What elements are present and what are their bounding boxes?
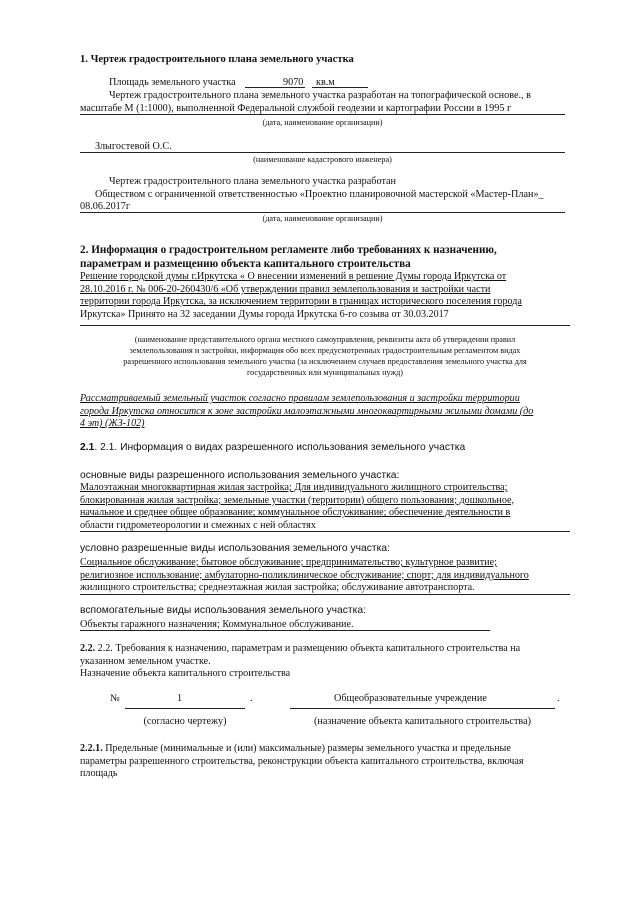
object-purpose-dot: . (557, 693, 560, 704)
caption-regulation-line-3: разрешенного использования земельного участка (за исключением случаев предоставления земельного участка для (123, 357, 527, 366)
area-label: Площадь земельного участка (109, 77, 236, 88)
section-2-2-title-text: 2.2. Требования к назначению, параметрам и размещению объекта капитального строительства на (97, 643, 521, 654)
caption-object-purpose: (назначение объекта капитального строительства) (314, 716, 531, 727)
main-uses-label: основные виды разрешенного использования земельного участка: (80, 470, 400, 481)
decision-line-3: территории города Иркутска, за исключением территории в границах исторического поселения города (80, 296, 522, 308)
decision-line-4: Иркутска» Принято на 32 заседании Думы города Иркутска 6-го созыва от 30.03.2017 (80, 308, 449, 320)
area-unit-underline (312, 87, 368, 88)
caption-regulation-line-4: государственных или муниципальных нужд) (246, 368, 404, 377)
engineer-underline (80, 152, 565, 153)
zone-line-2: города Иркутска относится к зоне застройки малоэтажными многоквартирными жилыми домами (до (80, 405, 534, 417)
caption-organization-2: (дата, наименование организации) (262, 214, 383, 223)
section-2-2-1-line-1 (80, 743, 570, 756)
developer-text-line-1: Чертеж градостроительного плана земельного участка разработан (109, 176, 396, 187)
section-2-2-1-line-1-text: 2.2.1. Предельные (минимальные и (или) максимальные) размеры земельного участка и предельные (80, 743, 511, 754)
caption-regulation (80, 334, 570, 378)
main-uses-block (80, 482, 570, 532)
zone-line-3: 4 эт) (ЖЗ-102) (80, 418, 145, 430)
main-uses-line-2: блокированная жилая застройка; земельные участки (территории) общего пользования; дошкольное, (80, 494, 515, 506)
caption-per-drawing: (согласно чертежу) (143, 716, 227, 727)
zone-block (80, 393, 570, 431)
developer-text-line-2: Обществом с ограниченной ответственностью «Проектно планировочной мастерской «Мастер-План»_ (95, 189, 544, 200)
section-2-title-line-2: параметрам и размещению объекта капитального строительства (80, 258, 411, 270)
auxiliary-uses-label: вспомогательные виды использования земельного участка: (80, 605, 366, 616)
section-1-title: 1. Чертеж градостроительного плана земельного участка (80, 54, 354, 65)
object-purpose: Общеобразовательные учреждение (334, 693, 487, 704)
number-sign: № (110, 693, 120, 704)
decision-line-1: Решение городской думы г.Иркутска « О внесении изменений в решение Думы города Иркутска от (80, 271, 507, 282)
area-value: 9070 (283, 77, 304, 88)
conditional-uses-underline (80, 594, 570, 595)
auxiliary-uses-underline (80, 630, 490, 631)
conditional-uses-block (80, 557, 570, 595)
main-uses-line-3: начальное и среднее общее образование; коммунальное обслуживание; обеспечение деятельности в (80, 507, 511, 519)
main-uses-line-1: Малоэтажная многоквартирная жилая застройка; Для индивидуального жилищного строительства; (80, 482, 508, 493)
zone-line-1: Рассматриваемый земельный участок согласно правилам землепользования и застройки территории (80, 393, 520, 404)
conditional-uses-line-1: Социальное обслуживание; бытовое обслуживание; предпринимательство; культурное развитие; (80, 557, 497, 568)
decision-block (80, 271, 570, 321)
drawing-text-underline (80, 114, 565, 115)
area-value-underline (245, 87, 305, 88)
area-unit: кв.м (316, 77, 335, 88)
section-2-2-title-line-2: указанном земельном участке. (80, 655, 211, 667)
object-number-underline (125, 708, 245, 709)
drawing-text-line-1: Чертеж градостроительного плана земельного участка разработан на топографической основе., в (109, 90, 531, 101)
section-2-2-1-line-3: площадь (80, 768, 118, 780)
caption-regulation-line-1: (наименование представительного органа местного самоуправления, реквизиты акта об утверждении правил (134, 335, 516, 344)
main-uses-line-4: области гидрометеорологии и смежных с ней областях (80, 519, 316, 531)
decision-underline (80, 325, 570, 326)
conditional-uses-line-3: жилищного строительства; среднеэтажная жилая застройка; обслуживание автотранспорта. (80, 582, 475, 594)
section-2-2-1-block (80, 743, 570, 781)
section-2-2-title-line-1: 2.2. 2.2. Требования к назначению, параметрам и размещению объекта капитального строительства на (80, 643, 521, 654)
decision-line-2: 28.10.2016 г. № 006-20-260430/6 «Об утверждении правил землепользования и застройки части (80, 283, 491, 295)
main-uses-underline (80, 531, 570, 532)
conditional-uses-label: условно разрешенные виды использования земельного участка: (80, 543, 390, 554)
section-2-1-title-text: 2.1. Информация о видах разрешенного использования земельного участка (100, 442, 466, 453)
object-number-dot: . (250, 693, 253, 704)
drawing-text-line-2: масштабе М (1:1000), выполненной Федеральной службой геодезии и картографии России в 1995 г (80, 103, 512, 114)
section-2-title-line-1: 2. Информация о градостроительном регламенте либо требованиях к назначению, (80, 244, 497, 256)
caption-engineer: (наименование кадастрового инженера) (253, 155, 392, 164)
object-purpose-label: Назначение объекта капитального строительства (80, 668, 291, 680)
conditional-uses-line-2: религиозное использование; амбулаторно-поликлиническое обслуживание; спорт; для индивидуального (80, 569, 529, 581)
auxiliary-uses-line-1: Объекты гаражного назначения; Коммунальное обслуживание. (80, 619, 354, 630)
object-number: 1 (177, 693, 183, 704)
section-2-2-block (80, 643, 570, 681)
object-purpose-underline (290, 708, 555, 709)
section-2-2-1-line-2: параметры разрешенного строительства, реконструкции объекта капитального строительства, включая (80, 755, 524, 767)
caption-organization-1: (дата, наименование организации) (262, 118, 383, 127)
caption-regulation-line-2: землепользования и застройки, информация обо всех предусмотренных градостроительным регламентом видах (129, 346, 521, 355)
developer-date: 08.06.2017г (80, 201, 131, 212)
engineer-name: Злыгостевой О.С. (95, 141, 172, 152)
section-2-1-title: 2.1. 2.1. Информация о видах разрешенного использования земельного участка (80, 442, 466, 453)
